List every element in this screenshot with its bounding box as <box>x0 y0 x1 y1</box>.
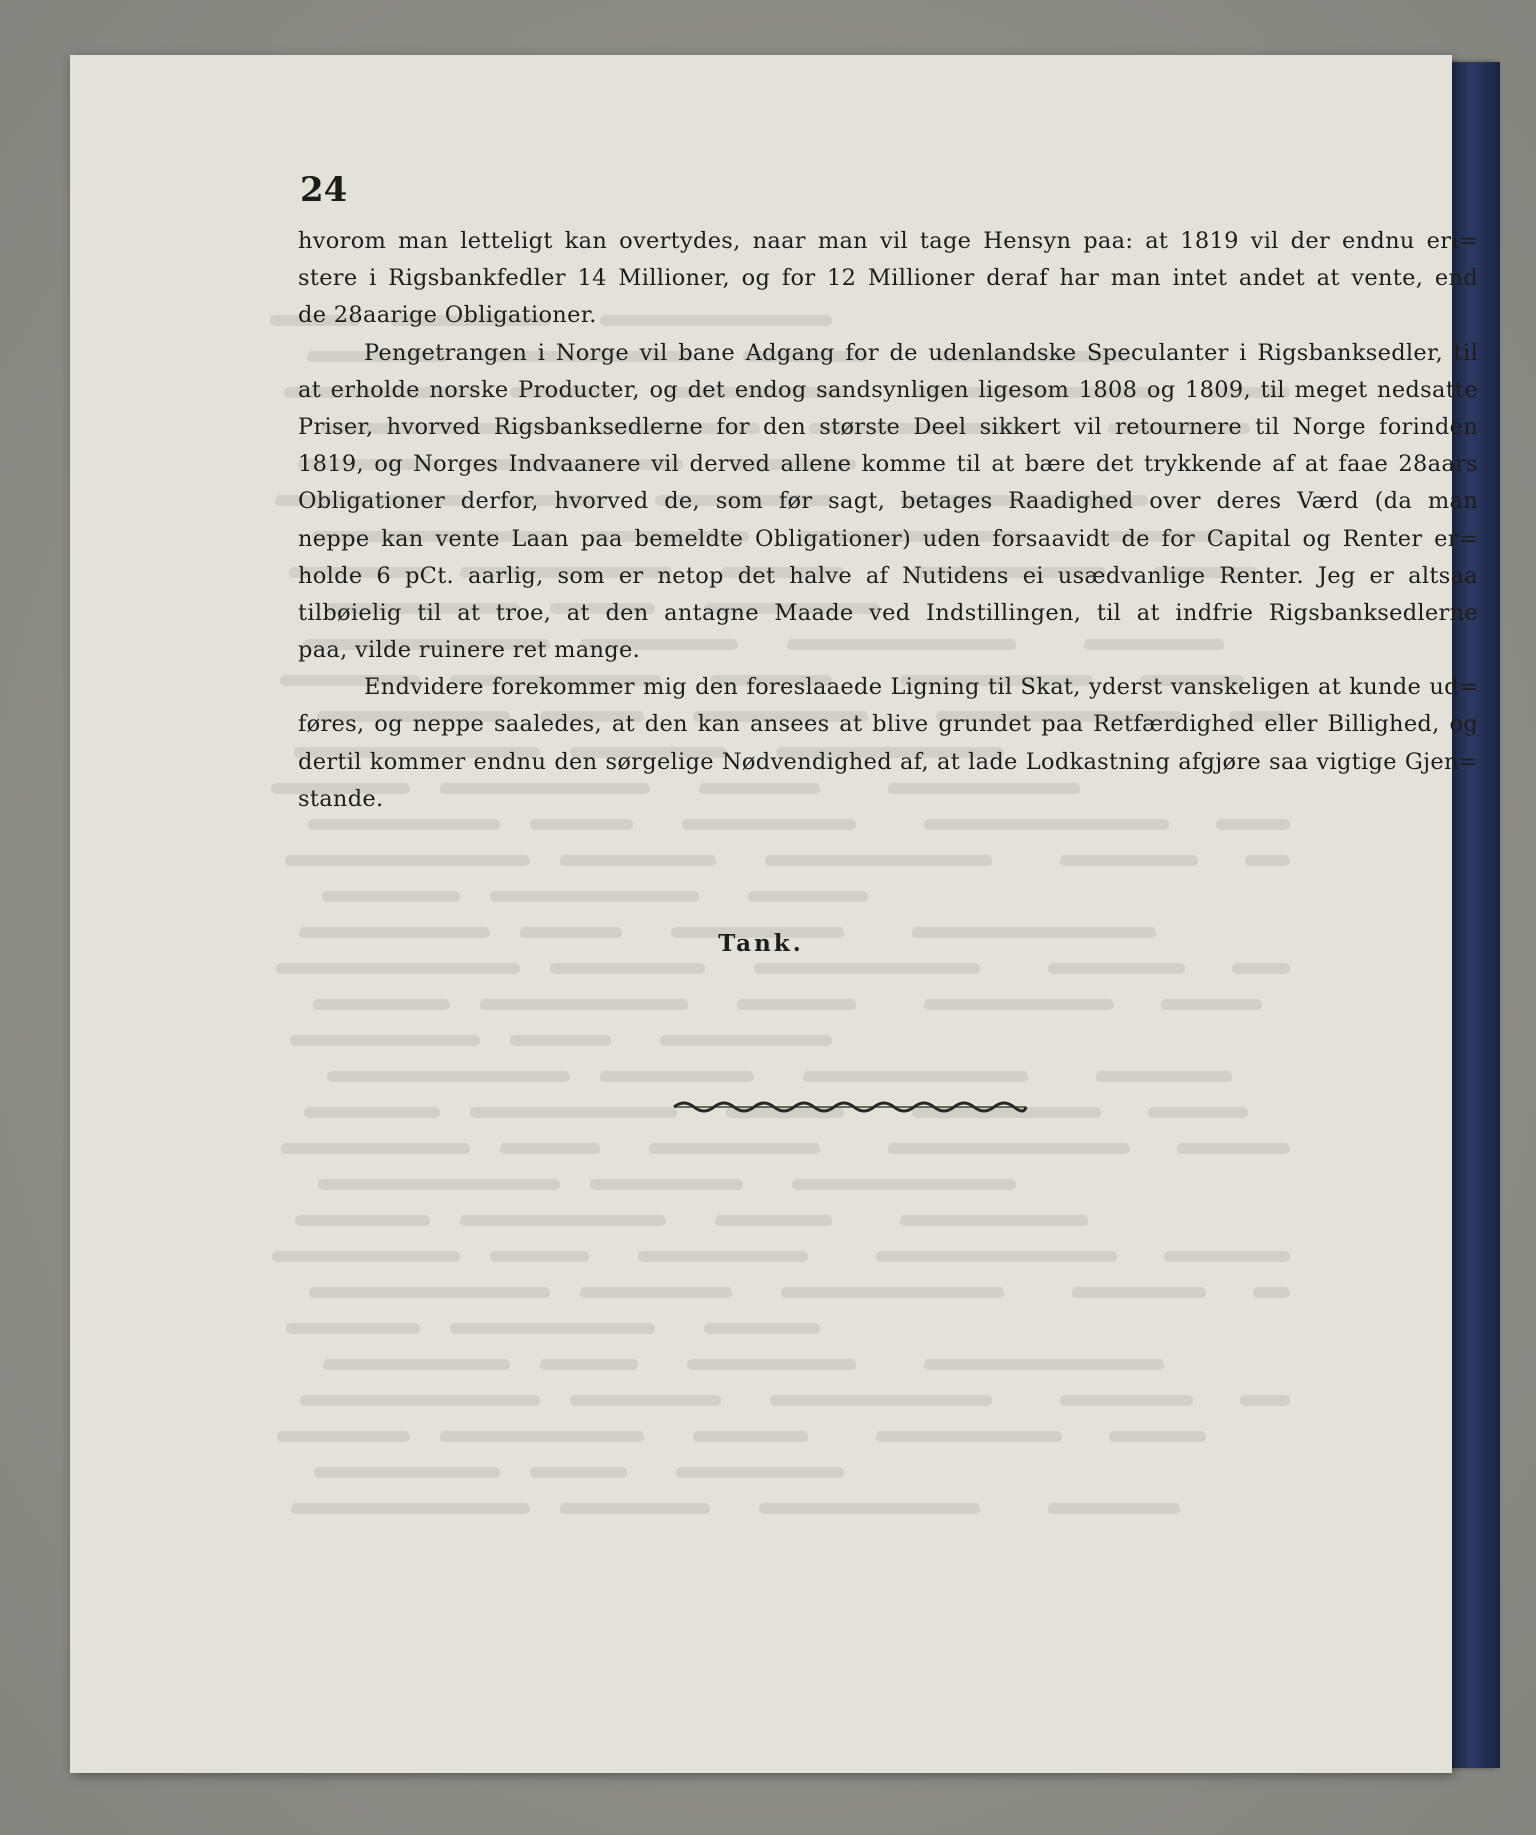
bleed-through-mark <box>1216 819 1290 830</box>
bleed-through-mark <box>888 1143 1130 1154</box>
bleed-through-mark <box>490 1251 589 1262</box>
bleed-through-mark <box>1253 1287 1290 1298</box>
bleed-through-mark <box>530 1467 627 1478</box>
bleed-through-mark <box>759 1503 980 1514</box>
bleed-through-mark <box>480 999 688 1010</box>
bleed-through-mark <box>300 1395 540 1406</box>
text-line: paa, vilde ruinere ret mange. <box>298 637 641 664</box>
bleed-through-mark <box>490 891 699 902</box>
text-line: Endvidere forekommer mig den foreslaaede Ligning til Skat, yderst vanskeligen at kunde ud= <box>364 674 1478 701</box>
bleed-through-mark <box>314 1467 500 1478</box>
bleed-through-mark <box>500 1143 600 1154</box>
bleed-through-mark <box>748 891 868 902</box>
bleed-through-mark <box>781 1287 1004 1298</box>
body-text <box>298 223 1478 818</box>
text-line: stande. <box>298 785 384 812</box>
bleed-through-mark <box>770 1395 992 1406</box>
section-heading: Tank. <box>718 930 804 957</box>
bleed-through-mark <box>1060 1395 1193 1406</box>
bleed-through-mark <box>1245 855 1290 866</box>
bleed-through-mark <box>682 819 856 830</box>
bleed-through-mark <box>1164 1251 1290 1262</box>
bleed-through-mark <box>440 1431 644 1442</box>
text-line: at erholde norske Producter, og det endog sandsynligen ligesom 1808 og 1809, til meget nedsatte <box>298 376 1478 403</box>
bleed-through-mark <box>715 1215 832 1226</box>
text-line: føres, og neppe saaledes, at den kan ansees at blive grundet paa Retfærdighed eller Billighed, og <box>298 711 1478 738</box>
bleed-through-mark <box>704 1323 820 1334</box>
bleed-through-mark <box>687 1359 856 1370</box>
bleed-through-mark <box>924 999 1114 1010</box>
bleed-through-mark <box>1048 963 1185 974</box>
bleed-through-mark <box>470 1107 677 1118</box>
text-line: holde 6 pCt. aarlig, som er netop det halve af Nutidens ei usædvanlige Renter. Jeg er altsaa <box>298 562 1478 589</box>
page-number: 24 <box>300 170 348 210</box>
bleed-through-mark <box>510 1035 611 1046</box>
bleed-through-mark <box>272 1251 460 1262</box>
decorative-rule <box>670 1095 1030 1119</box>
bleed-through-mark <box>560 855 716 866</box>
text-line: tilbøielig til at troe, at den antagne Maade ved Indstillingen, til at indfrie Rigsbanksedlerne <box>298 599 1478 626</box>
bleed-through-mark <box>313 999 450 1010</box>
bleed-through-mark <box>765 855 992 866</box>
bleed-through-mark <box>308 819 500 830</box>
bleed-through-mark <box>600 1071 754 1082</box>
text-line: dertil kommer endnu den sørgelige Nødvendighed af, at lade Lodkastning afgjøre saa vigtige Gjen= <box>298 748 1478 775</box>
bleed-through-mark <box>295 1215 430 1226</box>
bleed-through-mark <box>924 819 1169 830</box>
bleed-through-mark <box>649 1143 820 1154</box>
bleed-through-mark <box>290 1035 480 1046</box>
bleed-through-mark <box>291 1503 530 1514</box>
bleed-through-mark <box>1109 1431 1206 1442</box>
bleed-through-mark <box>1048 1503 1180 1514</box>
bleed-through-mark <box>286 1323 420 1334</box>
bleed-through-mark <box>590 1179 743 1190</box>
bleed-through-mark <box>1096 1071 1232 1082</box>
bleed-through-mark <box>460 1215 666 1226</box>
bleed-through-mark <box>1177 1143 1290 1154</box>
bleed-through-mark <box>1148 1107 1248 1118</box>
bleed-through-mark <box>327 1071 570 1082</box>
bleed-through-mark <box>318 1179 560 1190</box>
text-line: neppe kan vente Laan paa bemeldte Obligationer) uden forsaavidt de for Capital og Renter er= <box>298 525 1478 552</box>
bleed-through-mark <box>754 963 980 974</box>
text-line: de 28aarige Obligationer. <box>298 302 597 329</box>
bleed-through-mark <box>676 1467 844 1478</box>
bleed-through-mark <box>1161 999 1262 1010</box>
bleed-through-mark <box>876 1251 1117 1262</box>
bleed-through-mark <box>323 1359 510 1370</box>
bleed-through-mark <box>1072 1287 1206 1298</box>
text-line: Priser, hvorved Rigsbanksedlerne for den største Deel sikkert vil retournere til Norge forinden <box>298 413 1478 440</box>
text-line: Obligationer derfor, hvorved de, som før sagt, betages Raadighed over deres Værd (da man <box>298 488 1478 515</box>
bleed-through-mark <box>570 1395 721 1406</box>
bleed-through-mark <box>277 1431 410 1442</box>
text-line: hvorom man letteligt kan overtydes, naar man vil tage Hensyn paa: at 1819 vil der endnu eri= <box>298 228 1478 254</box>
text-line: stere i Rigsbankfedler 14 Millioner, og for 12 Millioner deraf har man intet andet at vente, end <box>298 265 1478 292</box>
bleed-through-mark <box>660 1035 832 1046</box>
bleed-through-mark <box>550 963 705 974</box>
bleed-through-mark <box>560 1503 710 1514</box>
bleed-through-mark <box>530 819 633 830</box>
bleed-through-mark <box>803 1071 1028 1082</box>
text-line: Pengetrangen i Norge vil bane Adgang for de udenlandske Speculanter i Rigsbanksedler, til <box>364 339 1478 366</box>
bleed-through-mark <box>876 1431 1062 1442</box>
text-line: 1819, og Norges Indvaanere vil derved allene komme til at bære det trykkende af at faae 28aars <box>298 451 1478 478</box>
bleed-through-mark <box>322 891 460 902</box>
bleed-through-mark <box>1240 1395 1290 1406</box>
bleed-through-mark <box>540 1359 638 1370</box>
bleed-through-mark <box>285 855 530 866</box>
bleed-through-mark <box>900 1215 1088 1226</box>
bleed-through-mark <box>309 1287 550 1298</box>
bleed-through-mark <box>281 1143 470 1154</box>
bleed-through-mark <box>1060 855 1198 866</box>
bleed-through-mark <box>450 1323 655 1334</box>
bleed-through-mark <box>580 1287 732 1298</box>
bleed-through-mark <box>737 999 856 1010</box>
bleed-through-mark <box>693 1431 808 1442</box>
bleed-through-mark <box>1232 963 1290 974</box>
bleed-through-mark <box>304 1107 440 1118</box>
bleed-through-mark <box>792 1179 1016 1190</box>
bleed-through-mark <box>924 1359 1164 1370</box>
document-page <box>70 55 1478 1773</box>
bleed-through-mark <box>638 1251 808 1262</box>
bleed-through-mark <box>276 963 520 974</box>
